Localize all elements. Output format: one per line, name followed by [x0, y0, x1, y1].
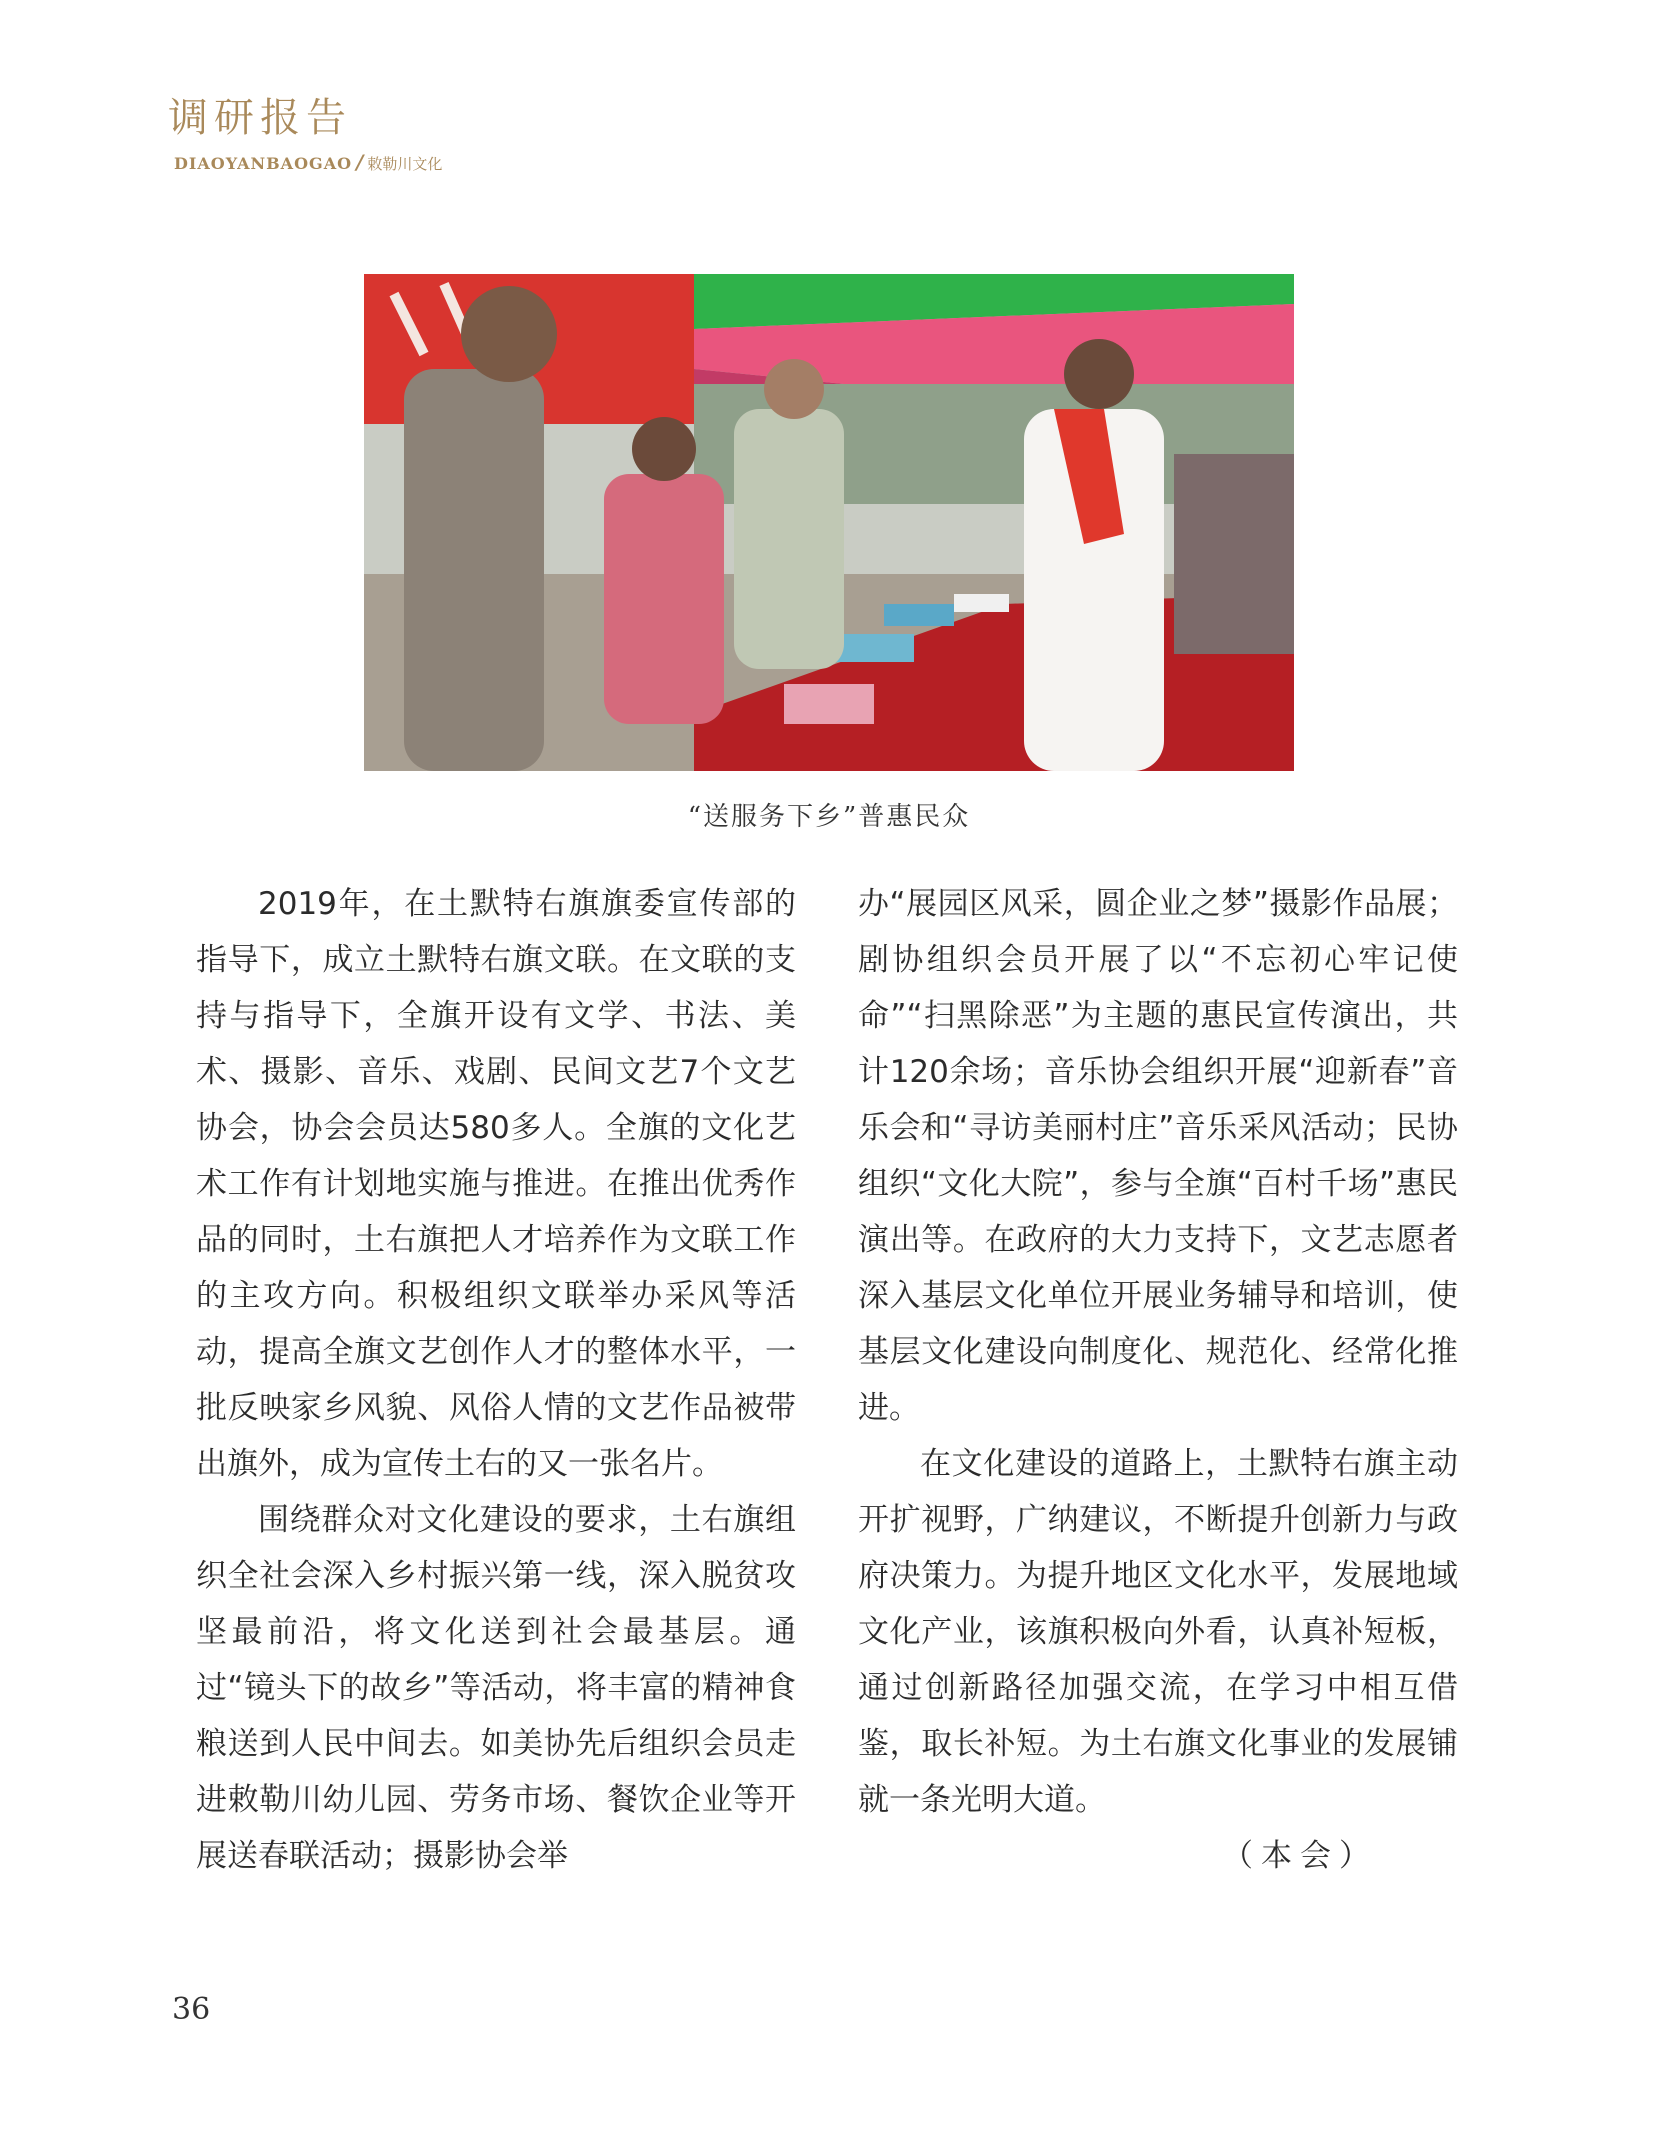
article-column-right	[858, 876, 1458, 1884]
header-title: 调研报告	[168, 95, 352, 141]
paragraph: 围绕群众对文化建设的要求，土右旗组织全社会深入乡村振兴第一线，深入脱贫攻坚最前沿，将文化送到社会最基层。通过“镜头下的故乡”等活动，将丰富的精神食粮送到人民中间去。如美协先后组织会员走进敕勒川幼儿园、劳务市场、餐饮企业等开展送春联活动；摄影协会举	[196, 1502, 796, 1874]
header-pinyin: DIAOYANBAOGAO	[174, 154, 353, 173]
older-man	[734, 409, 844, 669]
article-column-left	[196, 876, 796, 1884]
paragraph: 在文化建设的道路上，土默特右旗主动开扩视野，广纳建议，不断提升创新力与政府决策力。为提升地区文化水平，发展地域文化产业，该旗积极向外看，认真补短板，通过创新路径加强交流，在学习中相互借鉴，取长补短。为土右旗文化事业的发展铺就一条光明大道。	[858, 1446, 1458, 1818]
header-section: 敕勒川文化	[367, 155, 443, 173]
event-photo	[364, 274, 1294, 771]
author-signature: （本会）	[1222, 1838, 1378, 1874]
woman-floral	[604, 474, 724, 724]
man-left	[404, 369, 544, 771]
paragraph: 2019年，在土默特右旗旗委宣传部的指导下，成立土默特右旗文联。在文联的支持与指导下，全旗开设有文学、书法、美术、摄影、音乐、戏剧、民间文艺7个文艺协会，协会会员达580多人。全旗的文化艺术工作有计划地实施与推进。在推出优秀作品的同时，土右旗把人才培养作为文联工作的主攻方向。积极组织文联举办采风等活动，提高全旗文艺创作人才的整体水平，一批反映家乡风貌、风俗人情的文艺作品被带出旗外，成为宣传土右的又一张名片。	[196, 886, 796, 1482]
paragraph: 办“展园区风采，圆企业之梦”摄影作品展；剧协组织会员开展了以“不忘初心牢记使命”“扫黑除恶”为主题的惠民宣传演出，共计120余场；音乐协会组织开展“迎新春”音乐会和“寻访美丽村庄”音乐采风活动；民协组织“文化大院”，参与全旗“百村千场”惠民演出等。在政府的大力支持下，文艺志愿者深入基层文化单位开展业务辅导和培训，使基层文化建设向制度化、规范化、经常化推进。	[858, 886, 1458, 1426]
page-number: 36	[172, 1992, 211, 2027]
photo-caption: “送服务下乡”普惠民众	[687, 802, 971, 832]
header-slash: /	[356, 150, 364, 174]
header-subtitle	[174, 150, 442, 174]
book-stack	[784, 684, 874, 724]
